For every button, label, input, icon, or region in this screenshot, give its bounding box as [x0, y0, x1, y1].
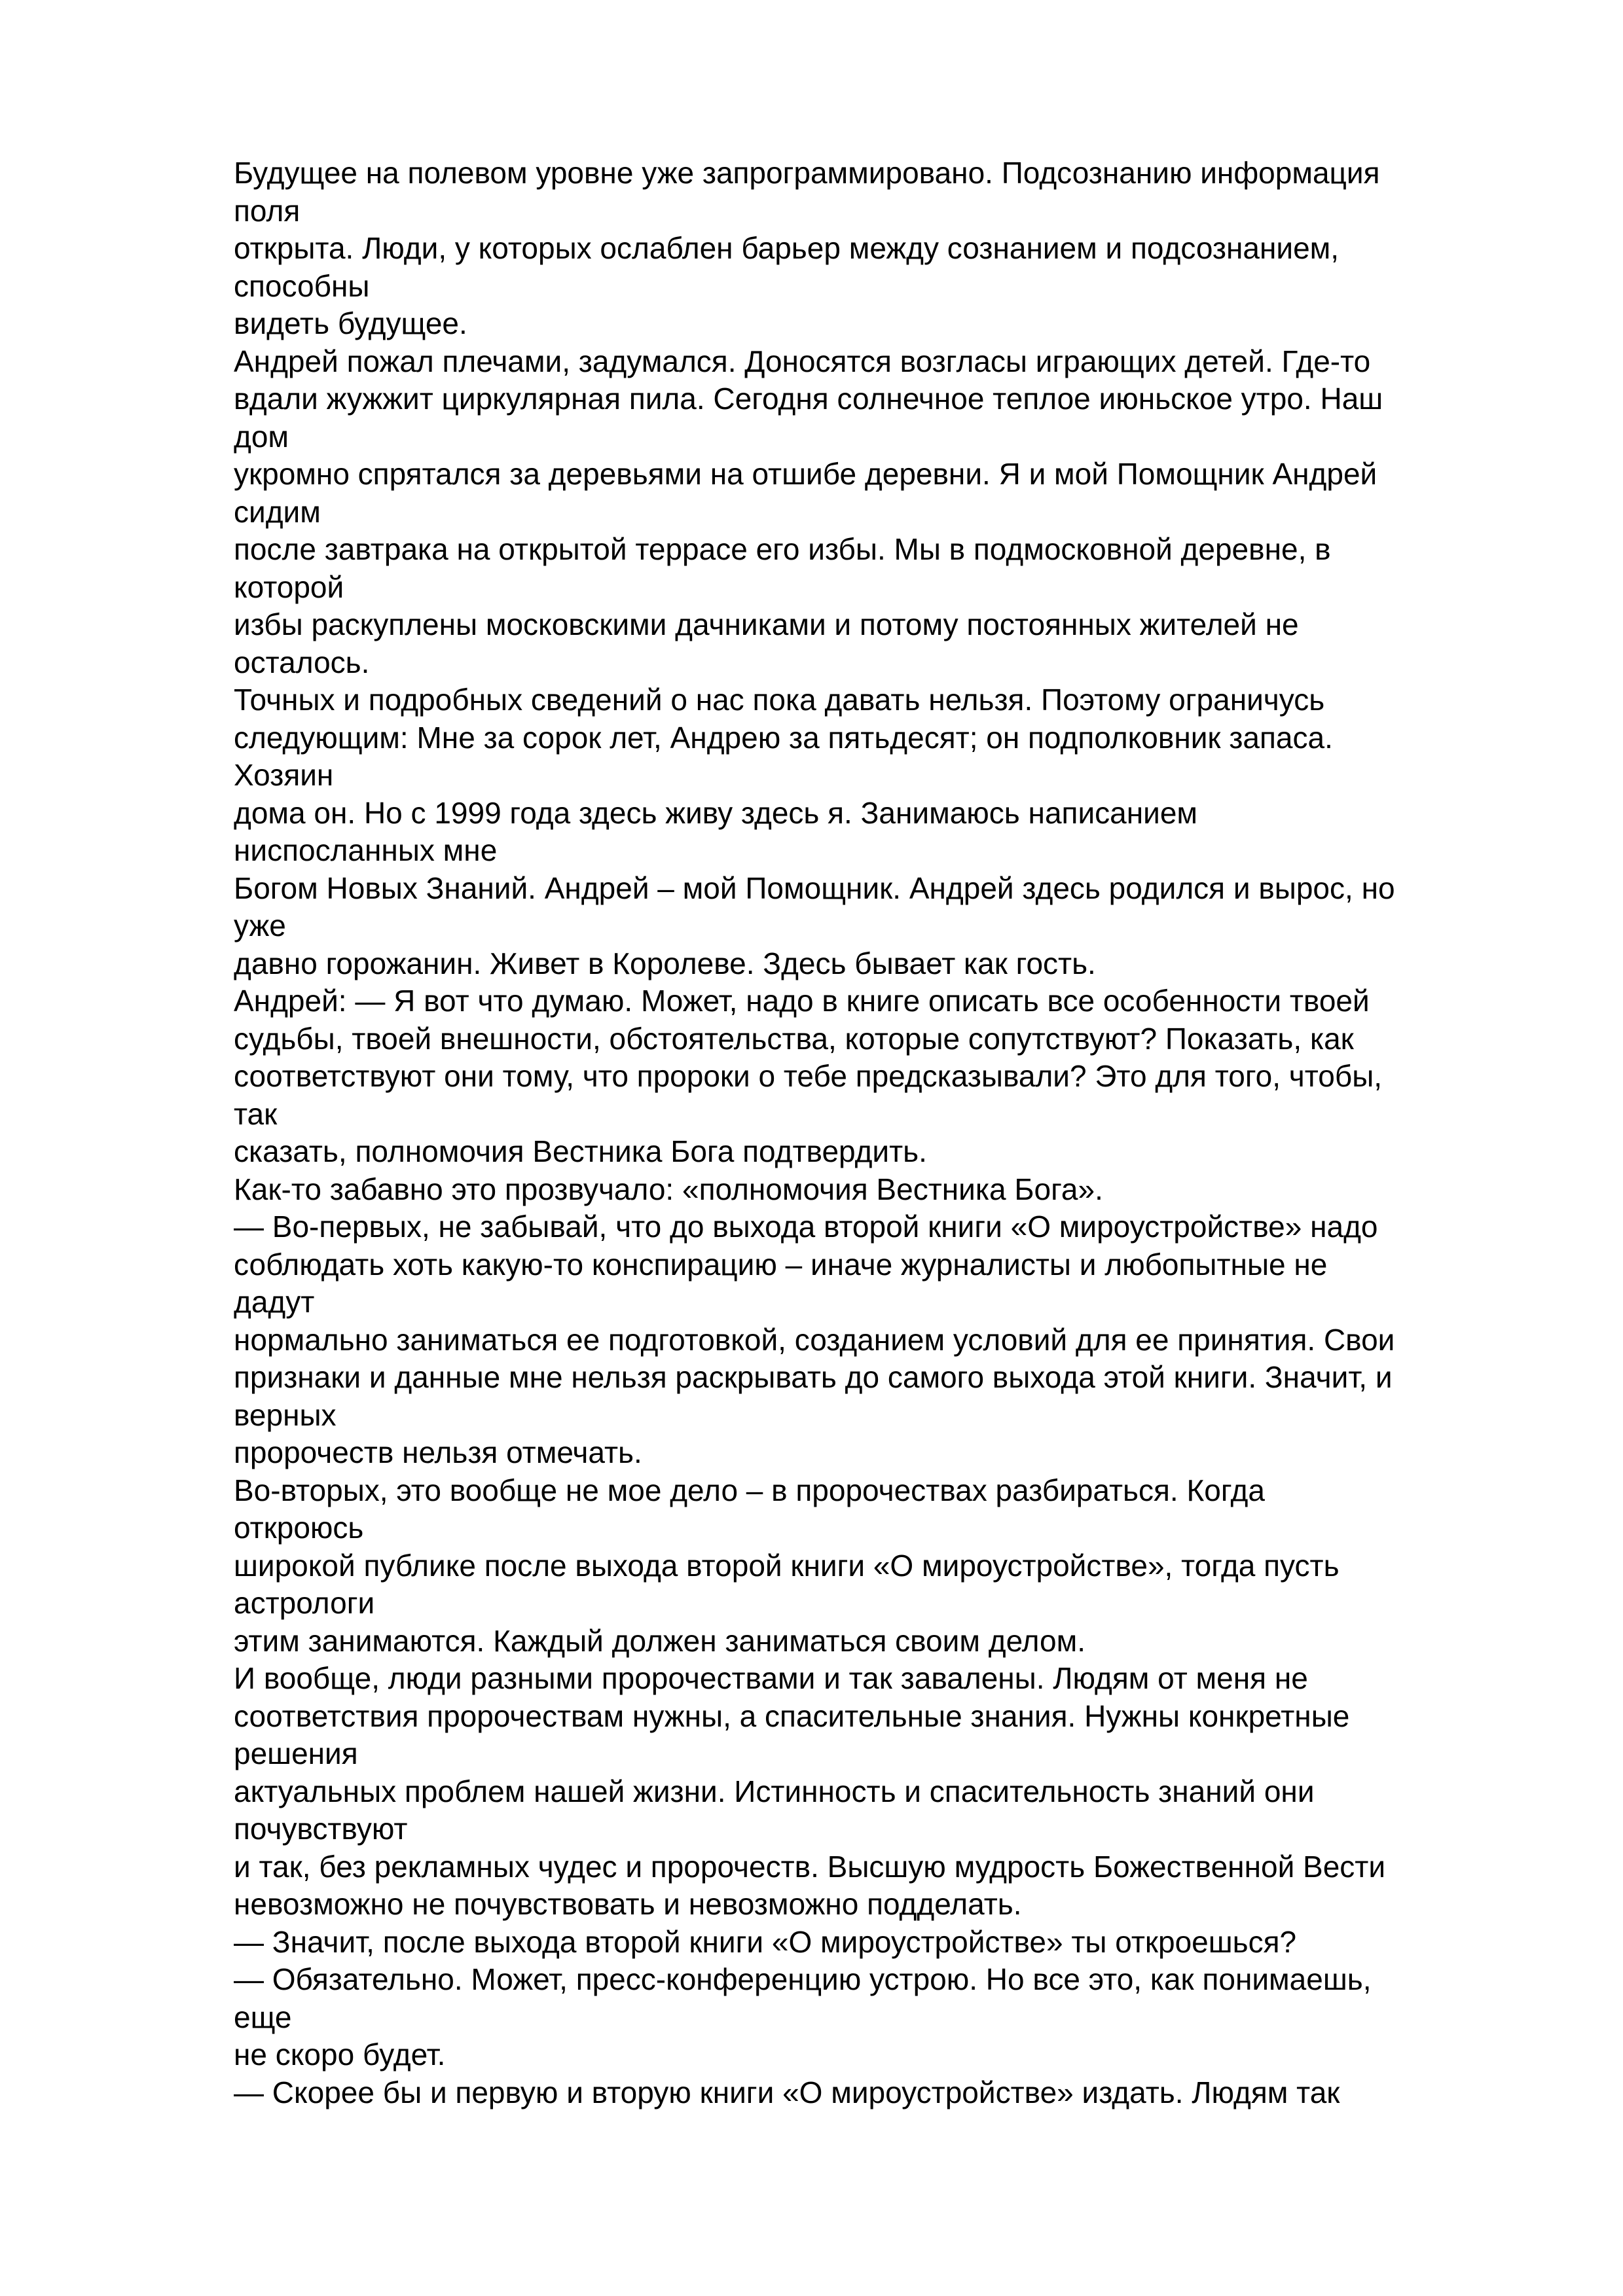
text-line-7: вдали жужжит циркулярная пила. Сегодня солнечное теплое июньское утро. Наш — [234, 382, 1383, 416]
text-line-24: судьбы, твоей внешности, обстоятельства, которые сопутствуют? Показать, как — [234, 1021, 1354, 1056]
text-line-38: широкой публике после выхода второй книги «О мироустройстве», тогда пусть — [234, 1548, 1340, 1583]
text-line-2: поля — [234, 193, 301, 228]
text-line-49: — Обязательно. Может, пресс-конференцию устрою. Но все это, как понимаешь, — [234, 1962, 1372, 1996]
text-line-6: Андрей пожал плечами, задумался. Доносятся возгласы играющих детей. Где-то — [234, 344, 1371, 378]
text-line-18: дома он. Но с 1999 года здесь живу здесь я. Занимаюсь написанием — [234, 795, 1198, 830]
text-line-42: соответствия пророчествам нужны, а спасительные знания. Нужны конкретные — [234, 1698, 1350, 1733]
text-line-19: ниспосланных мне — [234, 833, 498, 867]
text-line-31: дадут — [234, 1285, 315, 1319]
text-line-47: невозможно не почувствовать и невозможно подделать. — [234, 1887, 1022, 1921]
text-line-13: избы раскуплены московскими дачниками и потому постоянных жителей не — [234, 607, 1299, 641]
text-line-29: — Во-первых, не забывай, что до выхода второй книги «О мироустройстве» надо — [234, 1210, 1378, 1244]
text-line-37: откроюсь — [234, 1511, 364, 1545]
text-line-8: дом — [234, 419, 289, 454]
text-line-16: следующим: Мне за сорок лет, Андрею за пятьдесят; он подполковник запаса. — [234, 720, 1333, 755]
text-line-36: Во-вторых, это вообще не мое дело – в пророчествах разбираться. Когда — [234, 1473, 1265, 1507]
text-line-35: пророчеств нельзя отмечать. — [234, 1435, 642, 1469]
text-line-39: астрологи — [234, 1586, 375, 1620]
text-line-41: И вообще, люди разными пророчествами и так завалены. Людям от меня не — [234, 1661, 1308, 1695]
text-line-44: актуальных проблем нашей жизни. Истинность и спасительность знаний они — [234, 1774, 1315, 1808]
text-line-51: не скоро будет. — [234, 2037, 446, 2072]
text-line-20: Богом Новых Знаний. Андрей – мой Помощник. Андрей здесь родился и вырос, но — [234, 870, 1395, 905]
text-line-52: — Скорее бы и первую и вторую книги «О мироустройстве» издать. Людям так — [234, 2075, 1340, 2109]
text-line-46: и так, без рекламных чудес и пророчеств. Высшую мудрость Божественной Вести — [234, 1849, 1386, 1884]
text-line-30: соблюдать хоть какую-то конспирацию – иначе журналисты и любопытные не — [234, 1247, 1328, 1282]
text-line-5: видеть будущее. — [234, 306, 467, 340]
text-line-26: так — [234, 1096, 278, 1131]
text-line-22: давно горожанин. Живет в Королеве. Здесь бывает как гость. — [234, 946, 1096, 980]
text-line-3: открыта. Люди, у которых ослаблен барьер между сознанием и подсознанием, — [234, 231, 1340, 265]
text-line-21: уже — [234, 908, 286, 942]
text-line-48: — Значит, после выхода второй книги «О мироустройстве» ты откроешься? — [234, 1924, 1297, 1959]
text-line-4: способны — [234, 268, 370, 303]
text-line-9: укромно спрятался за деревьями на отшибе деревни. Я и мой Помощник Андрей — [234, 457, 1377, 491]
text-line-17: Хозяин — [234, 758, 334, 792]
text-line-11: после завтрака на открытой террасе его избы. Мы в подмосковной деревне, в — [234, 532, 1331, 566]
text-line-10: сидим — [234, 494, 321, 529]
text-line-27: сказать, полномочия Вестника Бога подтвердить. — [234, 1134, 927, 1168]
text-line-34: верных — [234, 1397, 337, 1432]
text-line-23: Андрей: — Я вот что думаю. Может, надо в книге описать все особенности твоей — [234, 984, 1370, 1018]
text-line-32: нормально заниматься ее подготовкой, созданием условий для ее принятия. Свои — [234, 1322, 1395, 1357]
text-line-43: решения — [234, 1736, 358, 1770]
text-line-45: почувствуют — [234, 1812, 408, 1846]
text-line-1: Будущее на полевом уровне уже запрограммировано. Подсознанию информация — [234, 156, 1380, 190]
text-line-40: этим занимаются. Каждый должен заниматься своим делом. — [234, 1623, 1085, 1658]
text-line-12: которой — [234, 569, 344, 604]
text-line-28: Как-то забавно это прозвучало: «полномочия Вестника Бога». — [234, 1172, 1103, 1206]
text-line-33: признаки и данные мне нельзя раскрывать до самого выхода этой книги. Значит, и — [234, 1360, 1393, 1394]
text-line-50: еще — [234, 2000, 292, 2034]
body-text — [234, 154, 1504, 2111]
text-line-25: соответствуют они тому, что пророки о тебе предсказывали? Это для того, чтобы, — [234, 1059, 1383, 1093]
text-line-15: Точных и подробных сведений о нас пока давать нельзя. Поэтому ограничусь — [234, 683, 1325, 717]
text-line-14: осталось. — [234, 645, 370, 679]
